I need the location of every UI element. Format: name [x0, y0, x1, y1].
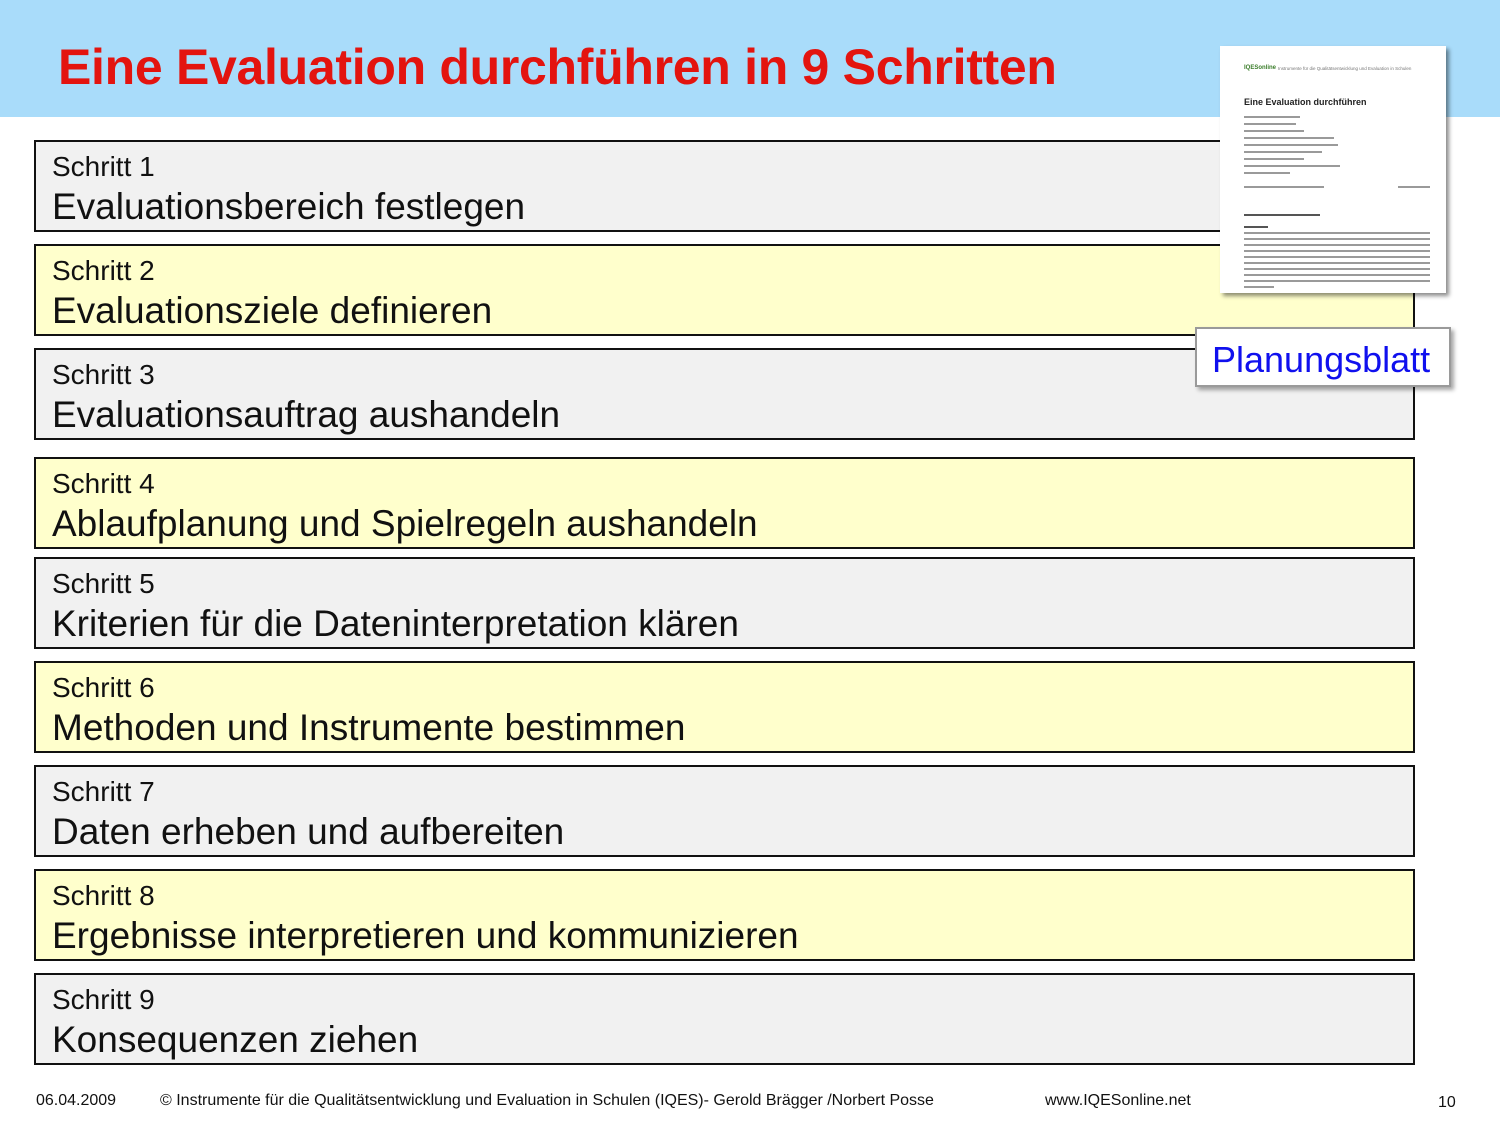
step-text: Methoden und Instrumente bestimmen — [52, 707, 686, 748]
document-header: Instrumente für die Qualitätsentwicklung und Evaluation in Schulen — [1278, 66, 1412, 71]
step-label: Schritt 2 — [52, 255, 155, 286]
footer-date: 06.04.2009 — [36, 1092, 117, 1109]
planungsblatt-callout — [1195, 327, 1451, 387]
step-label: Schritt 7 — [52, 776, 155, 807]
step-2 — [34, 244, 1415, 336]
page-number: 10 — [1438, 1094, 1456, 1111]
step-text: Daten erheben und aufbereiten — [52, 811, 565, 852]
step-label: Schritt 6 — [52, 672, 155, 703]
footer-copyright: © Instrumente für die Qualitätsentwicklung und Evaluation in Schulen (IQES)- Gerold Brägger /Norbert Posse — [160, 1092, 934, 1109]
step-text: Evaluationsbereich festlegen — [52, 186, 526, 227]
footer-url: www.IQESonline.net — [1045, 1092, 1191, 1109]
step-text: Evaluationsauftrag aushandeln — [52, 394, 561, 435]
step-label: Schritt 9 — [52, 984, 155, 1015]
step-text: Ergebnisse interpretieren und kommunizieren — [52, 915, 799, 956]
step-label: Schritt 1 — [52, 151, 155, 182]
document-logo: IQESonline — [1244, 65, 1277, 71]
step-9 — [34, 973, 1415, 1065]
step-label: Schritt 5 — [52, 568, 155, 599]
slide-title: Eine Evaluation durchführen in 9 Schritten — [58, 39, 1057, 95]
step-5 — [34, 557, 1415, 649]
step-label: Schritt 8 — [52, 880, 155, 911]
step-text: Konsequenzen ziehen — [52, 1019, 419, 1060]
step-8 — [34, 869, 1415, 961]
callout-text: Planungsblatt — [1212, 339, 1431, 380]
step-text: Kriterien für die Dateninterpretation klären — [52, 603, 739, 644]
step-text: Evaluationsziele definieren — [52, 290, 493, 331]
document-title: Eine Evaluation durchführen — [1244, 97, 1367, 107]
step-label: Schritt 4 — [52, 468, 155, 499]
step-1 — [34, 140, 1415, 232]
step-6 — [34, 661, 1415, 753]
step-7 — [34, 765, 1415, 857]
step-4 — [34, 457, 1415, 549]
planning-sheet-thumbnail — [1220, 46, 1446, 293]
step-text: Ablaufplanung und Spielregeln aushandeln — [52, 503, 758, 544]
step-label: Schritt 3 — [52, 359, 155, 390]
